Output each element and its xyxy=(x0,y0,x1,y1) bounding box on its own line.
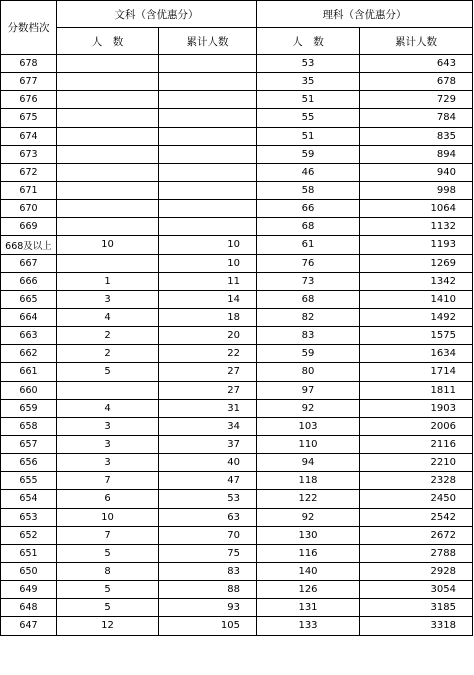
like-count-cell: 92 xyxy=(257,399,360,417)
score-cell: 665 xyxy=(1,290,57,308)
table-row xyxy=(1,109,473,127)
wenke-cumulative-cell: 10 xyxy=(159,254,257,272)
like-count-cell: 110 xyxy=(257,435,360,453)
wenke-cumulative-cell: 53 xyxy=(159,490,257,508)
wenke-count-cell: 1 xyxy=(57,272,159,290)
wenke-count-cell xyxy=(57,91,159,109)
like-cumulative-cell: 2788 xyxy=(360,544,473,562)
like-count-cell: 103 xyxy=(257,417,360,435)
like-cumulative-cell: 3318 xyxy=(360,617,473,635)
wenke-count-cell: 4 xyxy=(57,308,159,326)
wenke-count-cell: 5 xyxy=(57,599,159,617)
table-row xyxy=(1,200,473,218)
table-row xyxy=(1,308,473,326)
score-cell: 667 xyxy=(1,254,57,272)
table-row xyxy=(1,490,473,508)
wenke-cumulative-cell: 63 xyxy=(159,508,257,526)
wenke-cumulative-cell: 14 xyxy=(159,290,257,308)
score-cell: 656 xyxy=(1,454,57,472)
wenke-cumulative-cell: 83 xyxy=(159,562,257,580)
table-row xyxy=(1,435,473,453)
like-count-cell: 55 xyxy=(257,109,360,127)
score-cell: 678 xyxy=(1,55,57,73)
wenke-group-header: 文科（含优惠分） xyxy=(57,1,257,28)
score-cell: 668及以上 xyxy=(1,236,57,254)
like-count-cell: 51 xyxy=(257,127,360,145)
score-cell: 662 xyxy=(1,345,57,363)
wenke-cumulative-cell: 40 xyxy=(159,454,257,472)
score-cell: 660 xyxy=(1,381,57,399)
like-cumulative-cell: 1410 xyxy=(360,290,473,308)
like-count-cell: 122 xyxy=(257,490,360,508)
wenke-cumulative-cell: 22 xyxy=(159,345,257,363)
like-cumulative-cell: 1811 xyxy=(360,381,473,399)
table-row xyxy=(1,581,473,599)
score-cell: 672 xyxy=(1,163,57,181)
table-row xyxy=(1,562,473,580)
wenke-count-cell: 3 xyxy=(57,454,159,472)
like-cumulative-header: 累计人数 xyxy=(360,28,473,55)
table-row xyxy=(1,345,473,363)
like-cumulative-cell: 1492 xyxy=(360,308,473,326)
wenke-count-cell: 5 xyxy=(57,544,159,562)
score-cell: 649 xyxy=(1,581,57,599)
like-cumulative-cell: 2328 xyxy=(360,472,473,490)
like-count-cell: 61 xyxy=(257,236,360,254)
wenke-count-cell: 12 xyxy=(57,617,159,635)
table-row xyxy=(1,617,473,635)
score-cell: 666 xyxy=(1,272,57,290)
wenke-count-cell: 2 xyxy=(57,327,159,345)
like-cumulative-cell: 3054 xyxy=(360,581,473,599)
wenke-cumulative-cell: 20 xyxy=(159,327,257,345)
score-cell: 671 xyxy=(1,181,57,199)
wenke-count-cell xyxy=(57,145,159,163)
like-count-cell: 83 xyxy=(257,327,360,345)
table-row xyxy=(1,327,473,345)
table-row xyxy=(1,599,473,617)
wenke-cumulative-cell xyxy=(159,218,257,236)
wenke-cumulative-cell: 27 xyxy=(159,363,257,381)
table-row xyxy=(1,145,473,163)
wenke-count-cell xyxy=(57,381,159,399)
like-count-cell: 133 xyxy=(257,617,360,635)
table-row xyxy=(1,218,473,236)
like-count-cell: 73 xyxy=(257,272,360,290)
like-cumulative-cell: 835 xyxy=(360,127,473,145)
like-count-cell: 76 xyxy=(257,254,360,272)
like-cumulative-cell: 1903 xyxy=(360,399,473,417)
score-cell: 650 xyxy=(1,562,57,580)
table-row xyxy=(1,163,473,181)
wenke-cumulative-cell xyxy=(159,163,257,181)
table-body xyxy=(1,55,473,636)
wenke-cumulative-cell xyxy=(159,200,257,218)
score-cell: 677 xyxy=(1,73,57,91)
wenke-cumulative-cell: 105 xyxy=(159,617,257,635)
score-cell: 663 xyxy=(1,327,57,345)
like-cumulative-cell: 1575 xyxy=(360,327,473,345)
wenke-cumulative-cell: 27 xyxy=(159,381,257,399)
like-cumulative-cell: 940 xyxy=(360,163,473,181)
score-cell: 648 xyxy=(1,599,57,617)
wenke-count-cell xyxy=(57,200,159,218)
like-count-cell: 51 xyxy=(257,91,360,109)
wenke-count-header: 人 数 xyxy=(57,28,159,55)
like-count-cell: 59 xyxy=(257,145,360,163)
wenke-count-cell: 6 xyxy=(57,490,159,508)
like-count-cell: 131 xyxy=(257,599,360,617)
wenke-cumulative-cell: 88 xyxy=(159,581,257,599)
wenke-cumulative-cell: 31 xyxy=(159,399,257,417)
wenke-count-cell: 5 xyxy=(57,363,159,381)
score-cell: 655 xyxy=(1,472,57,490)
like-cumulative-cell: 2928 xyxy=(360,562,473,580)
score-cell: 652 xyxy=(1,526,57,544)
score-column-header: 分数档次 xyxy=(1,1,57,55)
like-cumulative-cell: 2116 xyxy=(360,435,473,453)
wenke-count-cell: 3 xyxy=(57,435,159,453)
like-count-cell: 68 xyxy=(257,290,360,308)
score-cell: 674 xyxy=(1,127,57,145)
wenke-count-cell: 10 xyxy=(57,236,159,254)
score-cell: 657 xyxy=(1,435,57,453)
table-row xyxy=(1,254,473,272)
wenke-count-cell: 7 xyxy=(57,472,159,490)
like-cumulative-cell: 1714 xyxy=(360,363,473,381)
table-row xyxy=(1,91,473,109)
wenke-count-cell: 5 xyxy=(57,581,159,599)
like-count-cell: 46 xyxy=(257,163,360,181)
wenke-count-cell: 4 xyxy=(57,399,159,417)
table-row xyxy=(1,544,473,562)
score-cell: 675 xyxy=(1,109,57,127)
score-cell: 670 xyxy=(1,200,57,218)
table-row xyxy=(1,508,473,526)
wenke-cumulative-cell: 75 xyxy=(159,544,257,562)
table-row xyxy=(1,363,473,381)
like-count-cell: 80 xyxy=(257,363,360,381)
wenke-count-cell xyxy=(57,109,159,127)
like-cumulative-cell: 1132 xyxy=(360,218,473,236)
header-row-subcolumns xyxy=(1,28,473,55)
like-cumulative-cell: 2006 xyxy=(360,417,473,435)
table-row xyxy=(1,290,473,308)
wenke-cumulative-header: 累计人数 xyxy=(159,28,257,55)
wenke-cumulative-cell: 70 xyxy=(159,526,257,544)
like-cumulative-cell: 998 xyxy=(360,181,473,199)
wenke-count-cell: 2 xyxy=(57,345,159,363)
wenke-cumulative-cell: 18 xyxy=(159,308,257,326)
wenke-cumulative-cell xyxy=(159,145,257,163)
like-cumulative-cell: 2672 xyxy=(360,526,473,544)
table-row xyxy=(1,127,473,145)
score-cell: 651 xyxy=(1,544,57,562)
like-cumulative-cell: 1634 xyxy=(360,345,473,363)
wenke-cumulative-cell: 47 xyxy=(159,472,257,490)
like-cumulative-cell: 729 xyxy=(360,91,473,109)
like-cumulative-cell: 2542 xyxy=(360,508,473,526)
wenke-count-cell: 7 xyxy=(57,526,159,544)
like-count-cell: 118 xyxy=(257,472,360,490)
like-cumulative-cell: 643 xyxy=(360,55,473,73)
like-cumulative-cell: 1342 xyxy=(360,272,473,290)
score-cell: 653 xyxy=(1,508,57,526)
like-count-cell: 97 xyxy=(257,381,360,399)
wenke-cumulative-cell: 93 xyxy=(159,599,257,617)
header-row-groups xyxy=(1,1,473,28)
table-row xyxy=(1,181,473,199)
score-cell: 673 xyxy=(1,145,57,163)
wenke-cumulative-cell xyxy=(159,109,257,127)
score-cell: 676 xyxy=(1,91,57,109)
wenke-cumulative-cell xyxy=(159,91,257,109)
wenke-count-cell xyxy=(57,218,159,236)
table-row xyxy=(1,236,473,254)
wenke-cumulative-cell: 34 xyxy=(159,417,257,435)
wenke-count-cell xyxy=(57,55,159,73)
score-cell: 647 xyxy=(1,617,57,635)
table-row xyxy=(1,73,473,91)
like-cumulative-cell: 2450 xyxy=(360,490,473,508)
score-cell: 659 xyxy=(1,399,57,417)
wenke-count-cell xyxy=(57,127,159,145)
like-count-cell: 35 xyxy=(257,73,360,91)
score-cell: 664 xyxy=(1,308,57,326)
wenke-cumulative-cell: 37 xyxy=(159,435,257,453)
wenke-count-cell xyxy=(57,181,159,199)
table-row xyxy=(1,472,473,490)
score-cell: 669 xyxy=(1,218,57,236)
like-count-cell: 82 xyxy=(257,308,360,326)
like-group-header: 理科（含优惠分） xyxy=(257,1,473,28)
like-cumulative-cell: 678 xyxy=(360,73,473,91)
score-cell: 654 xyxy=(1,490,57,508)
wenke-cumulative-cell xyxy=(159,55,257,73)
wenke-cumulative-cell xyxy=(159,127,257,145)
table-row xyxy=(1,526,473,544)
wenke-cumulative-cell xyxy=(159,73,257,91)
like-count-cell: 92 xyxy=(257,508,360,526)
like-count-cell: 94 xyxy=(257,454,360,472)
wenke-count-cell: 3 xyxy=(57,417,159,435)
wenke-count-cell: 3 xyxy=(57,290,159,308)
like-cumulative-cell: 2210 xyxy=(360,454,473,472)
score-cell: 661 xyxy=(1,363,57,381)
wenke-cumulative-cell: 10 xyxy=(159,236,257,254)
like-count-cell: 140 xyxy=(257,562,360,580)
like-cumulative-cell: 894 xyxy=(360,145,473,163)
like-cumulative-cell: 1064 xyxy=(360,200,473,218)
like-count-header: 人 数 xyxy=(257,28,360,55)
like-count-cell: 130 xyxy=(257,526,360,544)
like-count-cell: 68 xyxy=(257,218,360,236)
like-count-cell: 66 xyxy=(257,200,360,218)
wenke-cumulative-cell: 11 xyxy=(159,272,257,290)
wenke-count-cell: 10 xyxy=(57,508,159,526)
table-row xyxy=(1,381,473,399)
like-count-cell: 126 xyxy=(257,581,360,599)
wenke-count-cell xyxy=(57,254,159,272)
like-count-cell: 53 xyxy=(257,55,360,73)
like-cumulative-cell: 3185 xyxy=(360,599,473,617)
like-count-cell: 58 xyxy=(257,181,360,199)
wenke-count-cell xyxy=(57,163,159,181)
table-row xyxy=(1,454,473,472)
score-cell: 658 xyxy=(1,417,57,435)
table-row xyxy=(1,272,473,290)
like-cumulative-cell: 1193 xyxy=(360,236,473,254)
wenke-count-cell: 8 xyxy=(57,562,159,580)
wenke-count-cell xyxy=(57,73,159,91)
like-cumulative-cell: 784 xyxy=(360,109,473,127)
table-row xyxy=(1,399,473,417)
wenke-cumulative-cell xyxy=(159,181,257,199)
like-cumulative-cell: 1269 xyxy=(360,254,473,272)
table-row xyxy=(1,417,473,435)
like-count-cell: 116 xyxy=(257,544,360,562)
like-count-cell: 59 xyxy=(257,345,360,363)
table-row xyxy=(1,55,473,73)
